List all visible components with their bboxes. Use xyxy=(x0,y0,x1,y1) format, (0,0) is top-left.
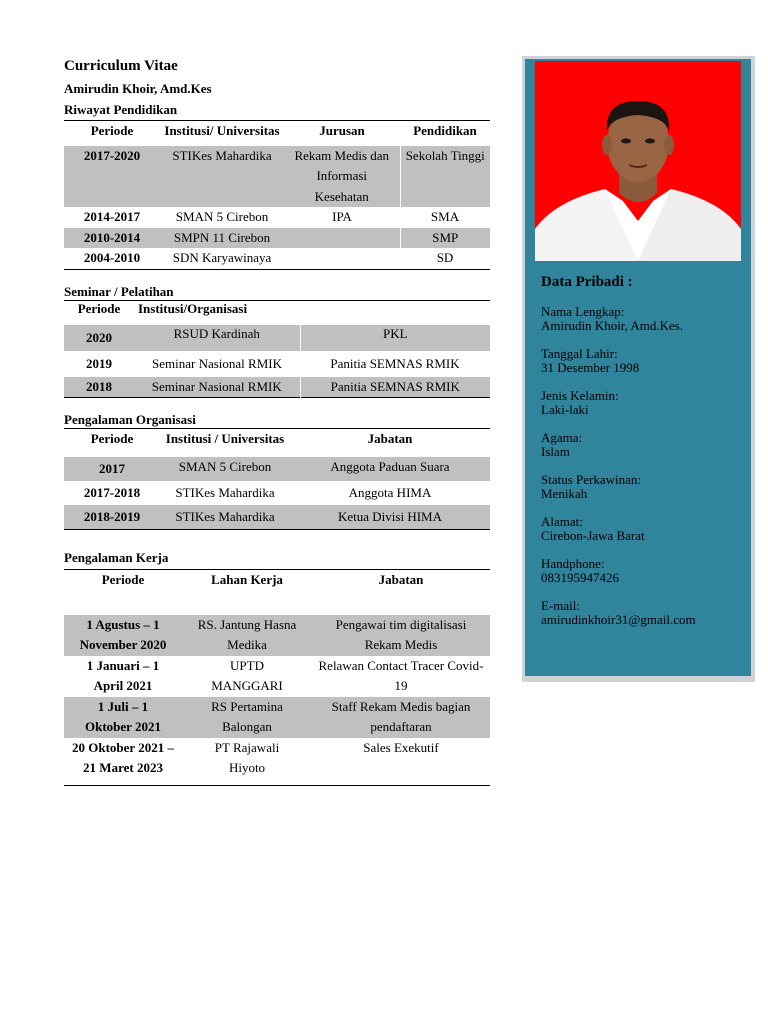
col-header: Periode xyxy=(90,430,134,446)
table-row: 2020 RSUD Kardinah PKL xyxy=(64,325,490,351)
cv-main-column xyxy=(64,56,490,786)
cv-title: Curriculum Vitae xyxy=(64,58,178,74)
col-header: Periode xyxy=(77,300,121,316)
col-header: Institusi / Universitas xyxy=(165,430,285,446)
table-row: 1 Januari – 1 April 2021 UPTD MANGGARI Relawan Contact Tracer Covid-19 xyxy=(86,657,484,693)
table-row: 2017-2018 STIKes Mahardika Anggota HIMA xyxy=(83,485,432,500)
personal-data-title: Data Pribadi : xyxy=(541,274,633,290)
col-header: Institusi/Organisasi xyxy=(138,300,248,316)
table-pendidikan xyxy=(64,120,490,270)
col-header: Periode xyxy=(101,572,145,587)
table-row: 2017 SMAN 5 Cirebon Anggota Paduan Suara xyxy=(64,457,490,481)
col-header: Jurusan xyxy=(319,123,365,138)
profile-photo xyxy=(535,61,741,261)
table-row: 20 Oktober 2021 – 21 Maret 2023 PT Rajawali Hiyoto Sales Exekutif xyxy=(64,738,490,786)
person-portrait-icon xyxy=(535,61,741,261)
field-alamat: Alamat: Cirebon-Jawa Barat xyxy=(541,514,645,543)
field-handphone: Handphone: 083195947426 xyxy=(541,556,619,585)
field-nama: Nama Lengkap: Amirudin Khoir, Amd.Kes. xyxy=(541,304,684,333)
field-jenis-kelamin: Jenis Kelamin: Laki-laki xyxy=(541,388,619,417)
col-header: Jabatan xyxy=(378,572,424,587)
personal-data-panel xyxy=(525,59,751,676)
section-title-kerja: Pengalaman Kerja xyxy=(64,550,169,565)
personal-info xyxy=(541,275,751,641)
cv-name: Amirudin Khoir, Amd.Kes xyxy=(64,81,212,96)
field-tanggal-lahir: Tanggal Lahir: 31 Desember 1998 xyxy=(541,346,640,375)
table-row: 2018 Seminar Nasional RMIK Panitia SEMNAS RMIK xyxy=(64,377,490,398)
section-title-organisasi: Pengalaman Organisasi xyxy=(64,411,196,427)
section-title-pendidikan: Riwayat Pendidikan xyxy=(64,102,178,117)
table-row: 2017-2020 STIKes Mahardika Rekam Medis dan Informasi Kesehatan Sekolah Tinggi xyxy=(64,146,490,208)
field-status-perkawinan: Status Perkawinan: Menikah xyxy=(541,472,642,501)
table-seminar xyxy=(64,300,490,398)
personal-data-card xyxy=(522,56,755,682)
table-organisasi xyxy=(64,428,490,531)
col-header: Periode xyxy=(90,123,134,138)
section-title-seminar: Seminar / Pelatihan xyxy=(64,283,174,299)
col-header: Jabatan xyxy=(367,430,413,446)
table-row: 2010-2014 SMPN 11 Cirebon SMP xyxy=(64,228,490,249)
field-agama: Agama: Islam xyxy=(541,430,583,459)
table-kerja xyxy=(64,569,490,786)
table-row: 2004-2010 SDN Karyawinaya SD xyxy=(64,248,490,269)
table-row: 2019 Seminar Nasional RMIK Panitia SEMNAS RMIK xyxy=(86,355,460,371)
col-header: Pendidikan xyxy=(413,123,477,138)
table-row: 2014-2017 SMAN 5 Cirebon IPA SMA xyxy=(83,209,460,224)
table-row: 2018-2019 STIKes Mahardika Ketua Divisi HIMA xyxy=(64,505,490,530)
table-row: 1 Agustus – 1 November 2020 RS. Jantung Hasna Medika Pengawai tim digitalisasi Rekam Medis xyxy=(64,615,490,656)
field-email: E-mail: amirudinkhoir31@gmail.com xyxy=(541,598,696,627)
col-header: Institusi/ Universitas xyxy=(164,123,280,138)
table-row: 1 Juli – 1 Oktober 2021 RS Pertamina Balongan Staff Rekam Medis bagian pendaftaran xyxy=(64,697,490,738)
col-header: Lahan Kerja xyxy=(211,572,283,587)
